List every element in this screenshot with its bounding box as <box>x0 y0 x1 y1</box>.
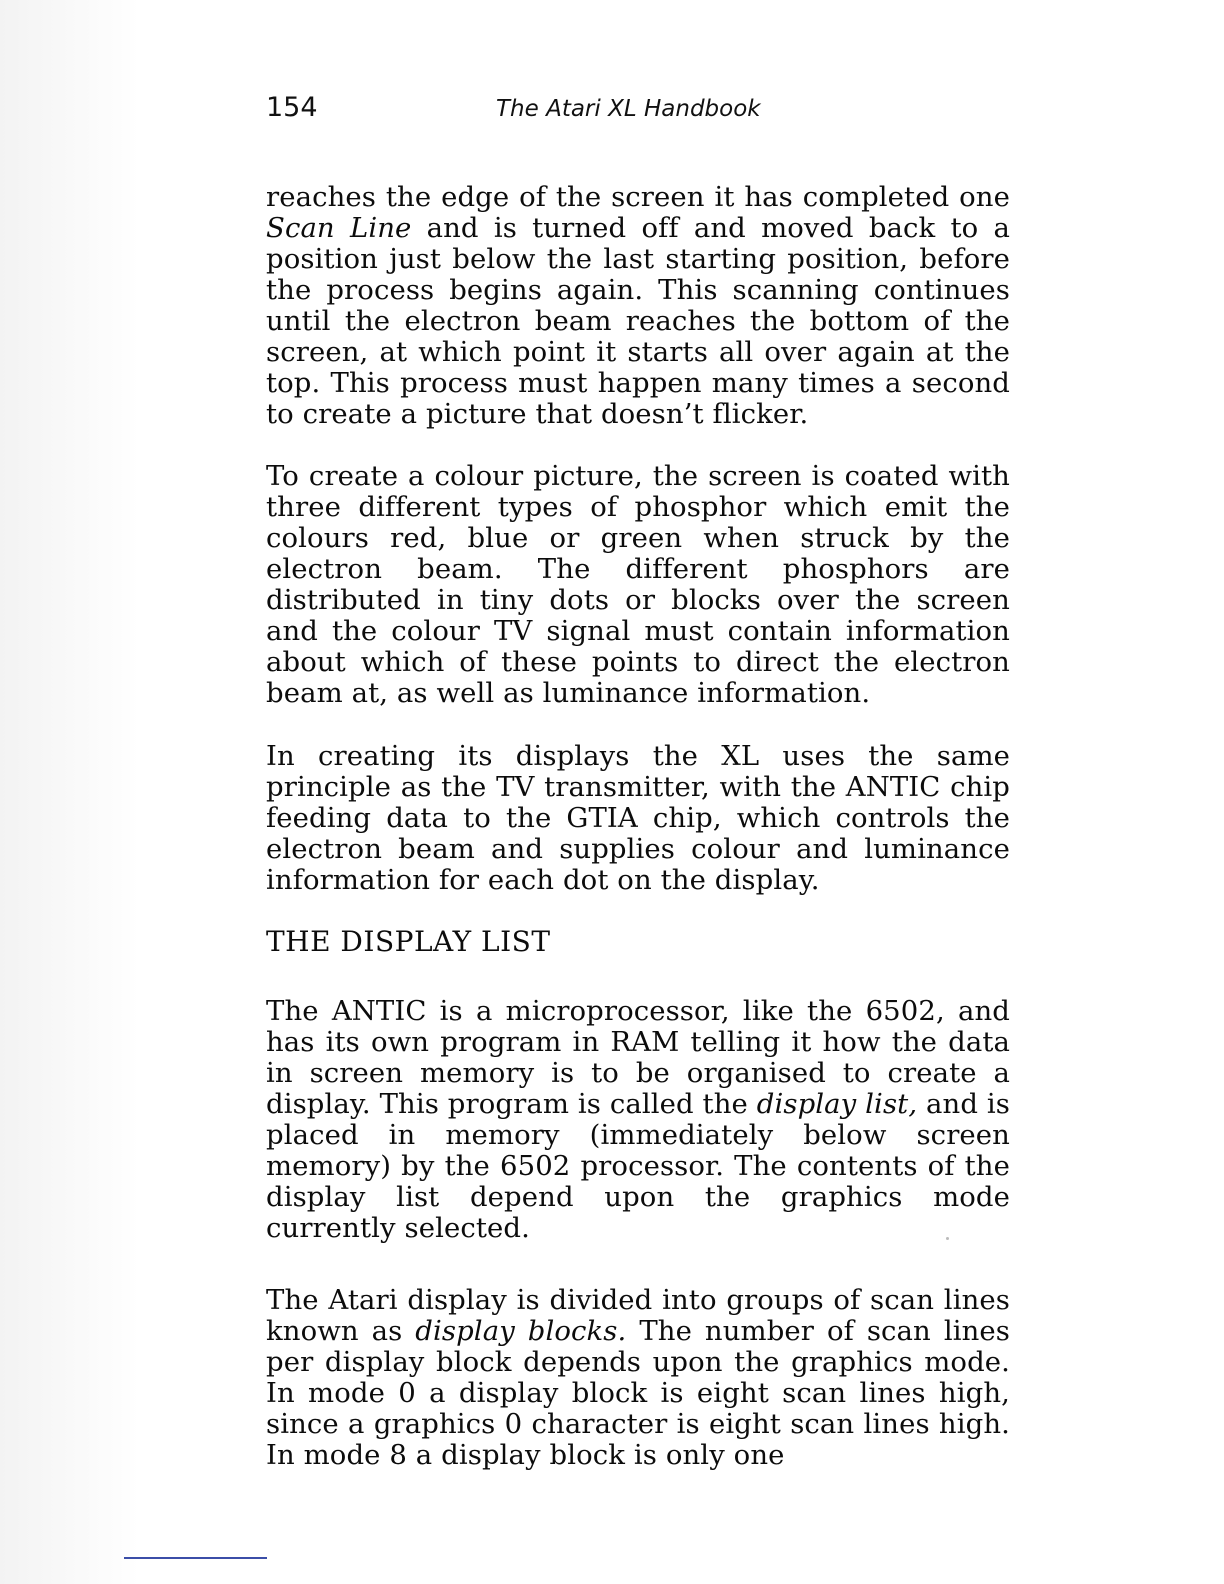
emphasis-scan-line: Scan Line <box>266 212 412 244</box>
emphasis-display-list: display list, <box>756 1088 918 1120</box>
emphasis-display-blocks: display blocks. <box>415 1315 627 1347</box>
paragraph-scan-line <box>266 182 1010 430</box>
footer-rule <box>124 1557 267 1559</box>
paragraph-text: and is placed in memory (immediately below screen memory) by the 6502 processor. The contents of the display list depend upon the graphics mode currently selected. <box>266 1088 1010 1244</box>
paragraph-text: In creating its displays the XL uses the same principle as the TV transmitter, with the ANTIC chip feeding data to the GTIA chip, which controls the electron beam and supplies colour and luminance information for each dot on the display. <box>266 740 1010 896</box>
paragraph-text: The ANTIC is a microprocessor, like the 6502, and has its own program in RAM telling it how the data in screen memory is to be organised to create a display. This program is called the <box>266 995 1010 1120</box>
section-heading: THE DISPLAY LIST <box>266 925 551 958</box>
paragraph-text: The number of scan lines per display block depends upon the graphics mode. In mode 0 a display block is eight scan lines high, since a graphics 0 character is eight scan lines high. In mode 8 a display block is only one <box>266 1315 1011 1471</box>
paragraph-text: The Atari display is divided into groups of scan lines known as <box>266 1284 1010 1347</box>
paragraph-xl-displays <box>266 741 1010 896</box>
paragraph-text: reaches the edge of the screen it has completed one <box>266 181 1010 213</box>
paragraph-antic <box>266 996 1010 1244</box>
page-header <box>266 92 1026 132</box>
paragraph-text: and is turned off and moved back to a position just below the last starting position, before the process begins again. This scanning continues until the electron beam reaches the bottom of the screen, at which point it starts all over again at the top. This process must happen many times a second to create a picture that doesn’t flicker. <box>266 212 1011 430</box>
paragraph-text: To create a colour picture, the screen is coated with three different types of phosphor which emit the colours red, blue or green when struck by the electron beam. The different phosphors are distributed in tiny dots or blocks over the screen and the colour TV signal must contain information about which of these points to direct the electron beam at, as well as luminance information. <box>266 460 1010 709</box>
page-margin-shading <box>0 0 140 1584</box>
scan-speck <box>946 1237 949 1240</box>
running-title: The Atari XL Handbook <box>496 96 761 122</box>
paragraph-colour-picture <box>266 461 1010 709</box>
page-number: 154 <box>266 92 318 123</box>
paragraph-display-blocks <box>266 1285 1010 1471</box>
